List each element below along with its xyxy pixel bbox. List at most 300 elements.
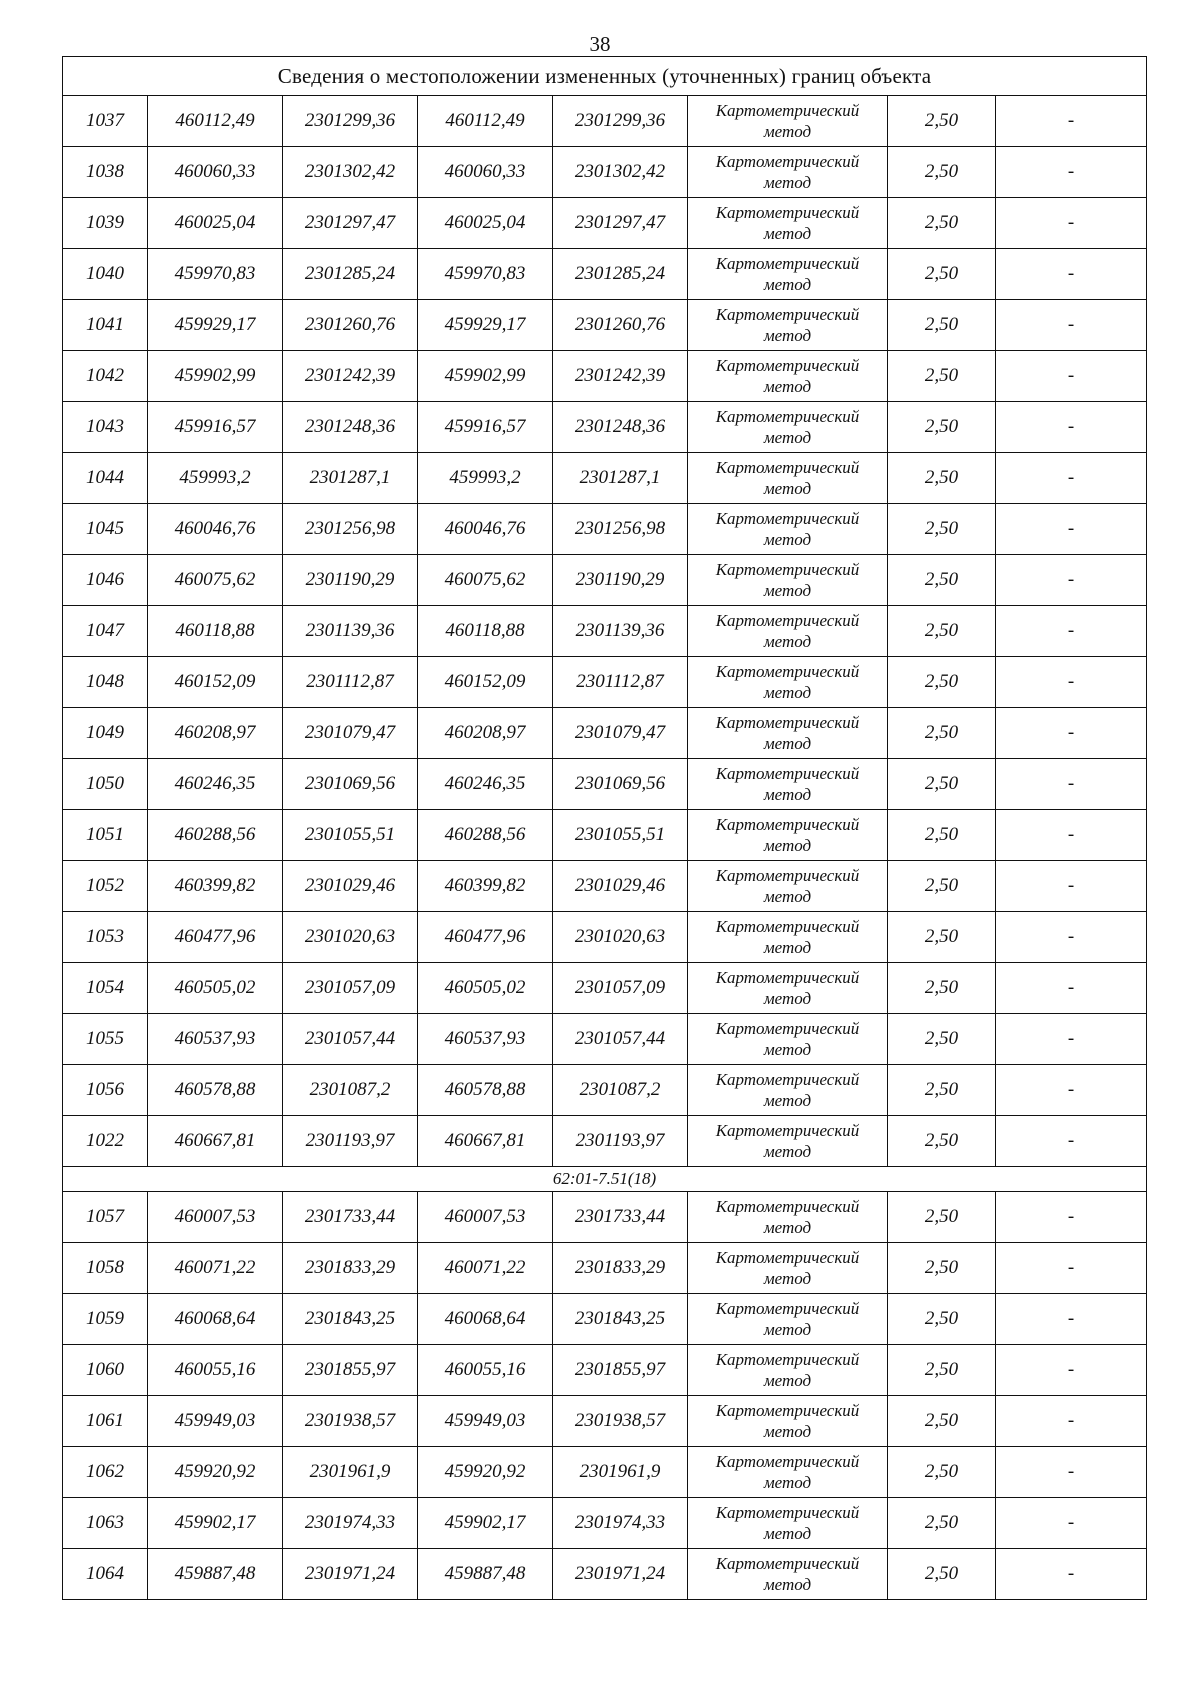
x-existing-cell: 460055,16 [148, 1345, 283, 1396]
point-number-cell: 1058 [63, 1243, 148, 1294]
y-existing-cell: 2301961,9 [283, 1447, 418, 1498]
accuracy-cell: 2,50 [888, 759, 996, 810]
accuracy-cell: 2,50 [888, 708, 996, 759]
section-subheading-row [63, 1167, 1147, 1192]
accuracy-cell: 2,50 [888, 402, 996, 453]
note-cell: - [996, 912, 1147, 963]
note-cell: - [996, 1345, 1147, 1396]
point-number-cell: 1042 [63, 351, 148, 402]
accuracy-cell: 2,50 [888, 1549, 996, 1600]
x-refined-cell: 459887,48 [418, 1549, 553, 1600]
method-cell [688, 453, 888, 504]
y-refined-cell: 2301297,47 [553, 198, 688, 249]
x-refined-cell: 459929,17 [418, 300, 553, 351]
x-existing-cell: 460152,09 [148, 657, 283, 708]
method-line-2: метод [763, 479, 812, 498]
method-line-1: Картометрический [715, 662, 860, 681]
note-cell: - [996, 1014, 1147, 1065]
method-line-1: Картометрический [715, 152, 860, 171]
y-refined-cell: 2301248,36 [553, 402, 688, 453]
note-cell: - [996, 1192, 1147, 1243]
y-existing-cell: 2301938,57 [283, 1396, 418, 1447]
y-refined-cell: 2301020,63 [553, 912, 688, 963]
x-refined-cell: 460055,16 [418, 1345, 553, 1396]
method-line-1: Картометрический [715, 1121, 860, 1140]
y-refined-cell: 2301974,33 [553, 1498, 688, 1549]
table-row [63, 606, 1147, 657]
point-number-cell: 1038 [63, 147, 148, 198]
method-line-1: Картометрический [715, 815, 860, 834]
x-refined-cell: 460025,04 [418, 198, 553, 249]
accuracy-cell: 2,50 [888, 453, 996, 504]
y-refined-cell: 2301302,42 [553, 147, 688, 198]
note-cell: - [996, 249, 1147, 300]
y-refined-cell: 2301733,44 [553, 1192, 688, 1243]
x-existing-cell: 459993,2 [148, 453, 283, 504]
y-refined-cell: 2301112,87 [553, 657, 688, 708]
method-line-1: Картометрический [715, 458, 860, 477]
point-number-cell: 1050 [63, 759, 148, 810]
y-refined-cell: 2301057,09 [553, 963, 688, 1014]
x-existing-cell: 460068,64 [148, 1294, 283, 1345]
point-number-cell: 1052 [63, 861, 148, 912]
point-number-cell: 1039 [63, 198, 148, 249]
method-line-2: метод [763, 989, 812, 1008]
note-cell: - [996, 198, 1147, 249]
method-line-1: Картометрический [715, 866, 860, 885]
table-row [63, 147, 1147, 198]
method-line-2: метод [763, 1371, 812, 1390]
table-row [63, 96, 1147, 147]
method-line-1: Картометрический [715, 1452, 860, 1471]
x-refined-cell: 460578,88 [418, 1065, 553, 1116]
method-cell [688, 1447, 888, 1498]
table-row [63, 1014, 1147, 1065]
method-line-2: метод [763, 377, 812, 396]
method-line-2: метод [763, 1422, 812, 1441]
y-refined-cell: 2301079,47 [553, 708, 688, 759]
method-line-2: метод [763, 275, 812, 294]
table-row [63, 1447, 1147, 1498]
note-cell: - [996, 606, 1147, 657]
x-refined-cell: 460537,93 [418, 1014, 553, 1065]
point-number-cell: 1053 [63, 912, 148, 963]
method-cell [688, 351, 888, 402]
x-existing-cell: 460075,62 [148, 555, 283, 606]
accuracy-cell: 2,50 [888, 1447, 996, 1498]
table-title-row [63, 57, 1147, 96]
accuracy-cell: 2,50 [888, 147, 996, 198]
method-cell [688, 810, 888, 861]
note-cell: - [996, 147, 1147, 198]
y-existing-cell: 2301112,87 [283, 657, 418, 708]
note-cell: - [996, 1447, 1147, 1498]
accuracy-cell: 2,50 [888, 606, 996, 657]
accuracy-cell: 2,50 [888, 963, 996, 1014]
method-line-1: Картометрический [715, 968, 860, 987]
y-refined-cell: 2301260,76 [553, 300, 688, 351]
x-existing-cell: 460578,88 [148, 1065, 283, 1116]
method-cell [688, 1345, 888, 1396]
y-existing-cell: 2301285,24 [283, 249, 418, 300]
x-existing-cell: 460112,49 [148, 96, 283, 147]
table-row [63, 249, 1147, 300]
point-number-cell: 1049 [63, 708, 148, 759]
method-line-2: метод [763, 734, 812, 753]
y-existing-cell: 2301843,25 [283, 1294, 418, 1345]
method-line-1: Картометрический [715, 356, 860, 375]
x-existing-cell: 459929,17 [148, 300, 283, 351]
method-cell [688, 606, 888, 657]
method-cell [688, 1065, 888, 1116]
x-existing-cell: 460477,96 [148, 912, 283, 963]
y-refined-cell: 2301057,44 [553, 1014, 688, 1065]
y-existing-cell: 2301069,56 [283, 759, 418, 810]
y-existing-cell: 2301029,46 [283, 861, 418, 912]
method-line-2: метод [763, 1575, 812, 1594]
y-existing-cell: 2301287,1 [283, 453, 418, 504]
x-existing-cell: 460399,82 [148, 861, 283, 912]
x-refined-cell: 460112,49 [418, 96, 553, 147]
point-number-cell: 1051 [63, 810, 148, 861]
x-existing-cell: 460046,76 [148, 504, 283, 555]
method-cell [688, 1549, 888, 1600]
table-row [63, 504, 1147, 555]
method-cell [688, 759, 888, 810]
y-refined-cell: 2301055,51 [553, 810, 688, 861]
method-line-2: метод [763, 530, 812, 549]
method-line-2: метод [763, 173, 812, 192]
point-number-cell: 1040 [63, 249, 148, 300]
method-cell [688, 555, 888, 606]
y-existing-cell: 2301057,44 [283, 1014, 418, 1065]
point-number-cell: 1060 [63, 1345, 148, 1396]
point-number-cell: 1048 [63, 657, 148, 708]
note-cell: - [996, 300, 1147, 351]
x-refined-cell: 460007,53 [418, 1192, 553, 1243]
method-cell [688, 708, 888, 759]
x-refined-cell: 460208,97 [418, 708, 553, 759]
method-line-2: метод [763, 224, 812, 243]
table-row [63, 759, 1147, 810]
accuracy-cell: 2,50 [888, 504, 996, 555]
accuracy-cell: 2,50 [888, 1014, 996, 1065]
y-refined-cell: 2301843,25 [553, 1294, 688, 1345]
accuracy-cell: 2,50 [888, 657, 996, 708]
method-line-2: метод [763, 1473, 812, 1492]
point-number-cell: 1054 [63, 963, 148, 1014]
table-row [63, 810, 1147, 861]
accuracy-cell: 2,50 [888, 1498, 996, 1549]
table-row [63, 1294, 1147, 1345]
y-refined-cell: 2301285,24 [553, 249, 688, 300]
method-line-2: метод [763, 632, 812, 651]
x-existing-cell: 459887,48 [148, 1549, 283, 1600]
accuracy-cell: 2,50 [888, 1243, 996, 1294]
x-refined-cell: 460060,33 [418, 147, 553, 198]
table-row [63, 351, 1147, 402]
accuracy-cell: 2,50 [888, 1294, 996, 1345]
point-number-cell: 1041 [63, 300, 148, 351]
method-cell [688, 1498, 888, 1549]
method-line-1: Картометрический [715, 101, 860, 120]
method-line-2: метод [763, 1524, 812, 1543]
table-row [63, 708, 1147, 759]
accuracy-cell: 2,50 [888, 1116, 996, 1167]
y-refined-cell: 2301139,36 [553, 606, 688, 657]
method-cell [688, 1192, 888, 1243]
table-row [63, 555, 1147, 606]
x-existing-cell: 460667,81 [148, 1116, 283, 1167]
y-refined-cell: 2301193,97 [553, 1116, 688, 1167]
method-line-1: Картометрический [715, 917, 860, 936]
x-refined-cell: 459970,83 [418, 249, 553, 300]
point-number-cell: 1056 [63, 1065, 148, 1116]
table-row [63, 453, 1147, 504]
y-refined-cell: 2301256,98 [553, 504, 688, 555]
y-existing-cell: 2301260,76 [283, 300, 418, 351]
method-line-2: метод [763, 887, 812, 906]
x-existing-cell: 460505,02 [148, 963, 283, 1014]
point-number-cell: 1044 [63, 453, 148, 504]
method-cell [688, 657, 888, 708]
x-existing-cell: 459920,92 [148, 1447, 283, 1498]
accuracy-cell: 2,50 [888, 351, 996, 402]
method-cell [688, 861, 888, 912]
note-cell: - [996, 453, 1147, 504]
method-cell [688, 1396, 888, 1447]
y-refined-cell: 2301961,9 [553, 1447, 688, 1498]
point-number-cell: 1063 [63, 1498, 148, 1549]
y-existing-cell: 2301242,39 [283, 351, 418, 402]
point-number-cell: 1037 [63, 96, 148, 147]
cadastral-section-label: 62:01-7.51(18) [63, 1167, 1147, 1192]
method-line-1: Картометрический [715, 1503, 860, 1522]
note-cell: - [996, 657, 1147, 708]
table-row [63, 1243, 1147, 1294]
method-cell [688, 1294, 888, 1345]
method-line-1: Картометрический [715, 713, 860, 732]
method-line-2: метод [763, 1142, 812, 1161]
x-refined-cell: 460399,82 [418, 861, 553, 912]
y-existing-cell: 2301302,42 [283, 147, 418, 198]
x-refined-cell: 460118,88 [418, 606, 553, 657]
accuracy-cell: 2,50 [888, 1065, 996, 1116]
accuracy-cell: 2,50 [888, 912, 996, 963]
y-existing-cell: 2301733,44 [283, 1192, 418, 1243]
method-cell [688, 300, 888, 351]
method-line-1: Картометрический [715, 1070, 860, 1089]
method-line-1: Картометрический [715, 305, 860, 324]
boundary-coordinates-table [62, 56, 1147, 1600]
table-row [63, 402, 1147, 453]
note-cell: - [996, 1549, 1147, 1600]
method-line-2: метод [763, 1091, 812, 1110]
method-cell [688, 1014, 888, 1065]
method-line-2: метод [763, 785, 812, 804]
method-line-1: Картометрический [715, 1299, 860, 1318]
accuracy-cell: 2,50 [888, 1345, 996, 1396]
accuracy-cell: 2,50 [888, 1192, 996, 1243]
note-cell: - [996, 1498, 1147, 1549]
y-refined-cell: 2301299,36 [553, 96, 688, 147]
accuracy-cell: 2,50 [888, 96, 996, 147]
method-line-1: Картометрический [715, 611, 860, 630]
method-cell [688, 249, 888, 300]
x-existing-cell: 459902,17 [148, 1498, 283, 1549]
accuracy-cell: 2,50 [888, 555, 996, 606]
y-existing-cell: 2301055,51 [283, 810, 418, 861]
accuracy-cell: 2,50 [888, 249, 996, 300]
method-line-1: Картометрический [715, 203, 860, 222]
y-existing-cell: 2301079,47 [283, 708, 418, 759]
method-line-2: метод [763, 938, 812, 957]
x-refined-cell: 459916,57 [418, 402, 553, 453]
method-line-2: метод [763, 122, 812, 141]
y-existing-cell: 2301190,29 [283, 555, 418, 606]
method-line-2: метод [763, 683, 812, 702]
y-refined-cell: 2301938,57 [553, 1396, 688, 1447]
y-refined-cell: 2301833,29 [553, 1243, 688, 1294]
method-cell [688, 402, 888, 453]
y-existing-cell: 2301020,63 [283, 912, 418, 963]
method-cell [688, 147, 888, 198]
x-refined-cell: 460246,35 [418, 759, 553, 810]
x-existing-cell: 460007,53 [148, 1192, 283, 1243]
accuracy-cell: 2,50 [888, 861, 996, 912]
note-cell: - [996, 1065, 1147, 1116]
x-refined-cell: 460152,09 [418, 657, 553, 708]
table-row [63, 300, 1147, 351]
table-row [63, 1192, 1147, 1243]
method-line-2: метод [763, 326, 812, 345]
table-row [63, 1549, 1147, 1600]
y-refined-cell: 2301287,1 [553, 453, 688, 504]
x-refined-cell: 459902,99 [418, 351, 553, 402]
method-line-1: Картометрический [715, 764, 860, 783]
point-number-cell: 1064 [63, 1549, 148, 1600]
point-number-cell: 1059 [63, 1294, 148, 1345]
table-row [63, 1065, 1147, 1116]
method-line-2: метод [763, 836, 812, 855]
x-refined-cell: 459949,03 [418, 1396, 553, 1447]
x-refined-cell: 460667,81 [418, 1116, 553, 1167]
x-existing-cell: 459916,57 [148, 402, 283, 453]
note-cell: - [996, 1116, 1147, 1167]
method-line-1: Картометрический [715, 1197, 860, 1216]
x-refined-cell: 460288,56 [418, 810, 553, 861]
table-row [63, 1396, 1147, 1447]
method-line-2: метод [763, 1218, 812, 1237]
x-existing-cell: 460071,22 [148, 1243, 283, 1294]
x-refined-cell: 459902,17 [418, 1498, 553, 1549]
method-cell [688, 96, 888, 147]
method-line-2: метод [763, 581, 812, 600]
note-cell: - [996, 504, 1147, 555]
accuracy-cell: 2,50 [888, 198, 996, 249]
table-row [63, 198, 1147, 249]
method-cell [688, 963, 888, 1014]
table-row [63, 861, 1147, 912]
table-row [63, 1116, 1147, 1167]
method-line-2: метод [763, 1320, 812, 1339]
y-refined-cell: 2301971,24 [553, 1549, 688, 1600]
point-number-cell: 1055 [63, 1014, 148, 1065]
x-existing-cell: 459949,03 [148, 1396, 283, 1447]
x-refined-cell: 460046,76 [418, 504, 553, 555]
x-existing-cell: 460288,56 [148, 810, 283, 861]
accuracy-cell: 2,50 [888, 1396, 996, 1447]
method-line-1: Картометрический [715, 560, 860, 579]
x-existing-cell: 460025,04 [148, 198, 283, 249]
y-existing-cell: 2301297,47 [283, 198, 418, 249]
y-existing-cell: 2301087,2 [283, 1065, 418, 1116]
point-number-cell: 1061 [63, 1396, 148, 1447]
x-refined-cell: 460071,22 [418, 1243, 553, 1294]
y-existing-cell: 2301833,29 [283, 1243, 418, 1294]
note-cell: - [996, 1294, 1147, 1345]
y-existing-cell: 2301139,36 [283, 606, 418, 657]
x-refined-cell: 459920,92 [418, 1447, 553, 1498]
point-number-cell: 1045 [63, 504, 148, 555]
note-cell: - [996, 963, 1147, 1014]
y-existing-cell: 2301256,98 [283, 504, 418, 555]
point-number-cell: 1047 [63, 606, 148, 657]
page-number: 38 [589, 32, 611, 56]
method-cell [688, 912, 888, 963]
accuracy-cell: 2,50 [888, 810, 996, 861]
method-cell [688, 1116, 888, 1167]
point-number-cell: 1022 [63, 1116, 148, 1167]
y-refined-cell: 2301855,97 [553, 1345, 688, 1396]
method-line-1: Картометрический [715, 1401, 860, 1420]
method-line-2: метод [763, 1040, 812, 1059]
y-refined-cell: 2301190,29 [553, 555, 688, 606]
y-existing-cell: 2301971,24 [283, 1549, 418, 1600]
table-row [63, 912, 1147, 963]
note-cell: - [996, 555, 1147, 606]
note-cell: - [996, 708, 1147, 759]
method-line-1: Картометрический [715, 1248, 860, 1267]
y-refined-cell: 2301069,56 [553, 759, 688, 810]
accuracy-cell: 2,50 [888, 300, 996, 351]
note-cell: - [996, 810, 1147, 861]
x-existing-cell: 459902,99 [148, 351, 283, 402]
y-existing-cell: 2301248,36 [283, 402, 418, 453]
table-row [63, 657, 1147, 708]
table-row [63, 1345, 1147, 1396]
table-row [63, 1498, 1147, 1549]
method-line-2: метод [763, 428, 812, 447]
method-cell [688, 198, 888, 249]
y-existing-cell: 2301057,09 [283, 963, 418, 1014]
y-existing-cell: 2301974,33 [283, 1498, 418, 1549]
x-refined-cell: 460068,64 [418, 1294, 553, 1345]
point-number-cell: 1043 [63, 402, 148, 453]
x-existing-cell: 459970,83 [148, 249, 283, 300]
note-cell: - [996, 1243, 1147, 1294]
method-line-2: метод [763, 1269, 812, 1288]
method-line-1: Картометрический [715, 254, 860, 273]
x-refined-cell: 460477,96 [418, 912, 553, 963]
x-existing-cell: 460246,35 [148, 759, 283, 810]
x-existing-cell: 460537,93 [148, 1014, 283, 1065]
y-refined-cell: 2301242,39 [553, 351, 688, 402]
method-line-1: Картометрический [715, 1554, 860, 1573]
y-existing-cell: 2301193,97 [283, 1116, 418, 1167]
note-cell: - [996, 402, 1147, 453]
x-refined-cell: 459993,2 [418, 453, 553, 504]
